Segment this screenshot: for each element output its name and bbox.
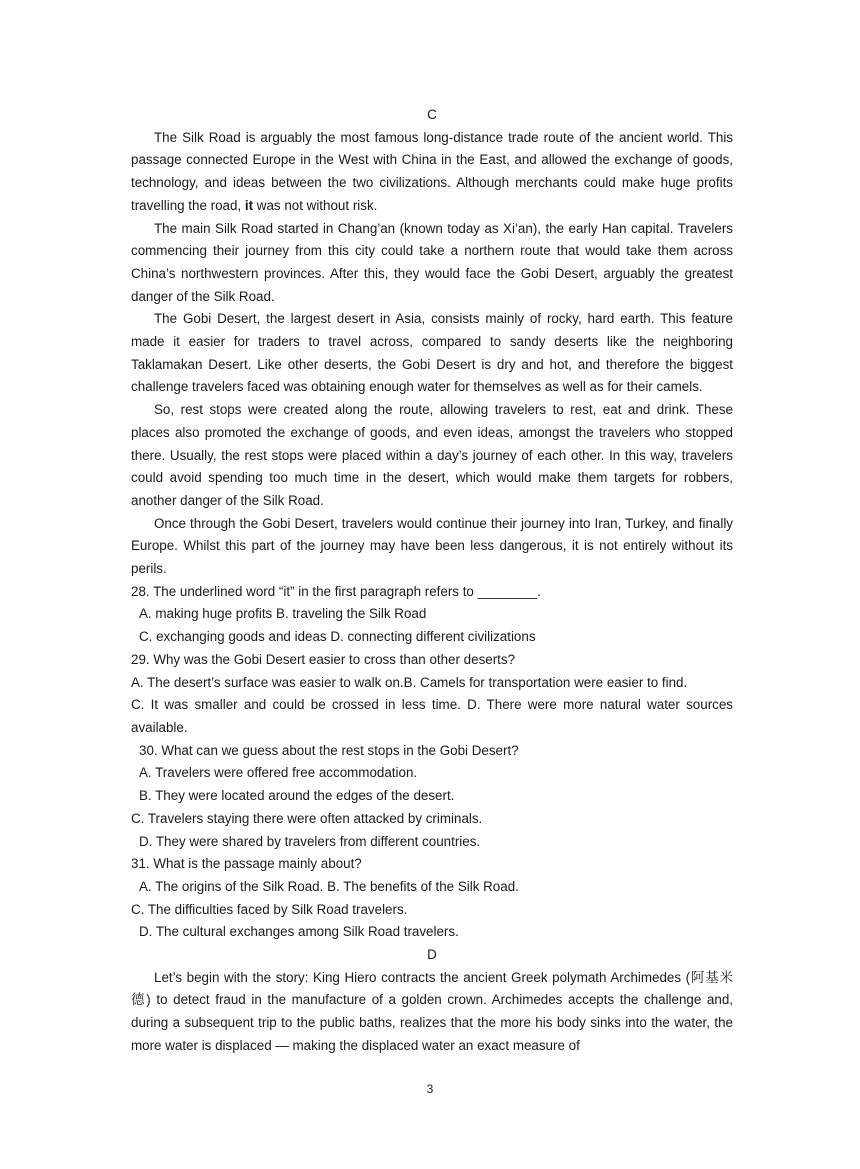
question-30-option-d: D. They were shared by travelers from different countries.	[139, 833, 481, 849]
question-31	[131, 853, 733, 944]
question-31-stem: 31. What is the passage mainly about?	[131, 856, 362, 872]
question-28-stem: 28. The underlined word “it” in the first paragraph refers to ________.	[131, 583, 541, 599]
section-c-paragraph-4: So, rest stops were created along the route, allowing travelers to rest, eat and drink. These places also promoted the exchange of goods, and even ideas, amongst the travelers who stopped there. Usually, the rest stops were placed within a day’s journey of each other. In this way, travelers could avoid spending too much time in the desert, which would make them targets for robbers, another danger of the Silk Road.	[131, 402, 733, 508]
question-29-options-cd: C. It was smaller and could be crossed in less time. D. There were more natural water sources available.	[131, 697, 733, 735]
question-30-option-c: C. Travelers staying there were often attacked by criminals.	[131, 810, 483, 826]
question-31-options-ab: A. The origins of the Silk Road. B. The benefits of the Silk Road.	[139, 878, 519, 894]
question-31-option-c: C. The difficulties faced by Silk Road travelers.	[131, 901, 408, 917]
question-30-option-a: A. Travelers were offered free accommodation.	[139, 765, 418, 781]
question-29-options-ab: A. The desert’s surface was easier to walk on.B. Camels for transportation were easier to find.	[131, 674, 688, 690]
section-d-paragraph-1: Let’s begin with the story: King Hiero contracts the ancient Greek polymath Archimedes (阿基米德) to detect fraud in the manufacture of a golden crown. Archimedes accepts the challenge and, during a subsequent trip to the public baths, realizes that the more his body sinks into the water, the more water is displaced — making the displaced water an exact measure of	[131, 969, 733, 1053]
question-28-options-ab: A. making huge profits B. traveling the Silk Road	[139, 606, 427, 622]
question-28-options-cd: C. exchanging goods and ideas D. connecting different civilizations	[139, 629, 536, 645]
question-31-option-d: D. The cultural exchanges among Silk Road travelers.	[139, 924, 459, 940]
question-30	[131, 740, 733, 854]
page-content	[131, 104, 733, 1058]
question-28	[131, 581, 733, 649]
question-30-option-b: B. They were located around the edges of the desert.	[139, 788, 455, 804]
underlined-word-it: it	[244, 197, 254, 213]
section-d-heading: D	[427, 947, 437, 963]
question-30-stem: 30. What can we guess about the rest stops in the Gobi Desert?	[139, 742, 519, 758]
section-c-paragraph-2: The main Silk Road started in Chang’an (known today as Xi’an), the early Han capital. Travelers commencing their journey from this city could take a northern route that would take them across China’s northwestern provinces. After this, they would face the Gobi Desert, arguably the greatest danger of the Silk Road.	[131, 220, 733, 304]
section-c-paragraph-3: The Gobi Desert, the largest desert in Asia, consists mainly of rocky, hard earth. This feature made it easier for traders to travel across, compared to sandy deserts like the neighboring Taklamakan Desert. Like other deserts, the Gobi Desert is dry and hot, and therefore the biggest challenge travelers faced was obtaining enough water for themselves as well as for their camels.	[131, 311, 733, 395]
section-c-paragraph-5: Once through the Gobi Desert, travelers would continue their journey into Iran, Turkey, and finally Europe. Whilst this part of the journey may have been less dangerous, it is not entirely without its perils.	[131, 515, 733, 577]
question-29-stem: 29. Why was the Gobi Desert easier to cross than other deserts?	[131, 651, 516, 667]
question-29	[131, 649, 733, 740]
page-number: 3	[426, 1082, 434, 1096]
section-c-heading: C	[427, 107, 437, 122]
section-c-paragraph-1: The Silk Road is arguably the most famous long-distance trade route of the ancient world. This passage connected Europe in the West with China in the East, and allowed the exchange of goods, technology, and ideas between the two civilizations. Although merchants could make huge profits travelling the road, it was not without risk.	[131, 129, 733, 213]
